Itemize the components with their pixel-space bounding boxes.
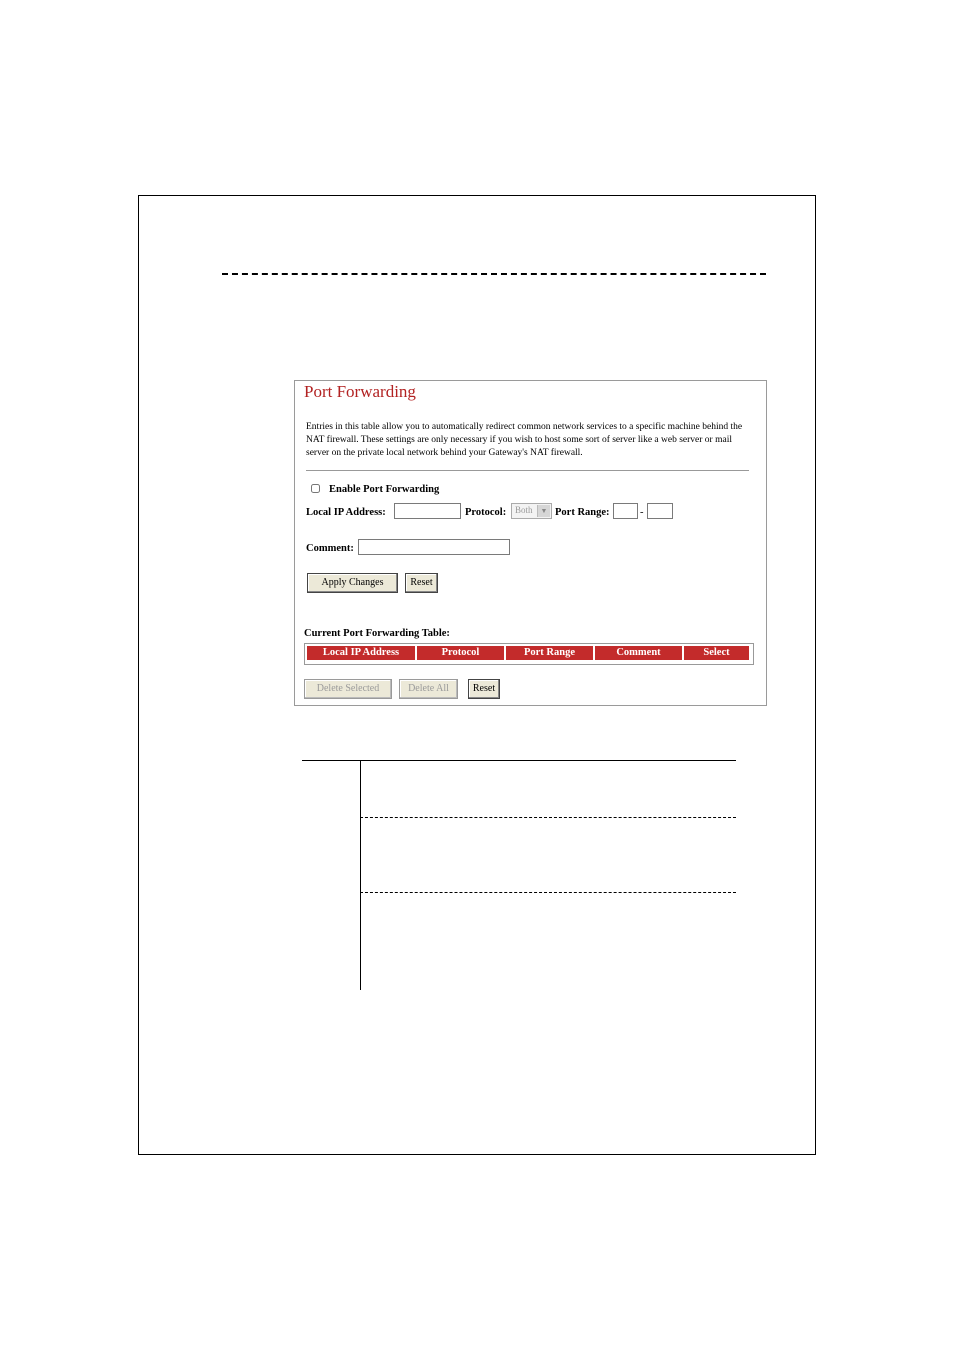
table-reset-button[interactable]: Reset <box>468 679 500 699</box>
port-forwarding-table <box>304 643 754 665</box>
column-header-protocol: Protocol <box>417 646 504 660</box>
page-description: Entries in this table allow you to automatically redirect common network services to a specific machine behind the NAT firewall. These settings are only necessary if you wish to host some sort of server like a web server or mail server on the private local network behind your Gateway's NAT firewall. <box>306 422 743 458</box>
protocol-selected-value: Both <box>515 505 533 515</box>
port-range-separator: - <box>640 507 644 518</box>
enable-port-forwarding-checkbox[interactable] <box>311 484 320 493</box>
lower-table-column-rule <box>360 760 361 990</box>
apply-changes-button[interactable]: Apply Changes <box>307 573 398 593</box>
lower-table-top-rule <box>302 760 736 761</box>
form-reset-button[interactable]: Reset <box>405 573 438 593</box>
local-ip-label: Local IP Address: <box>306 507 386 518</box>
port-range-label: Port Range: <box>555 507 610 518</box>
column-header-port-range: Port Range <box>506 646 593 660</box>
divider <box>306 470 749 471</box>
delete-all-button[interactable]: Delete All <box>399 679 458 699</box>
comment-input[interactable] <box>358 539 510 555</box>
protocol-label: Protocol: <box>465 507 507 518</box>
lower-table-row-divider <box>360 892 736 893</box>
column-header-local-ip: Local IP Address <box>307 646 415 660</box>
comment-label: Comment: <box>306 543 354 554</box>
table-title: Current Port Forwarding Table: <box>304 628 450 639</box>
port-forwarding-panel <box>294 380 767 706</box>
port-from-input[interactable] <box>613 503 638 519</box>
port-to-input[interactable] <box>647 503 673 519</box>
delete-selected-button[interactable]: Delete Selected <box>304 679 392 699</box>
protocol-select[interactable] <box>511 503 552 519</box>
page-title: Port Forwarding <box>304 382 416 401</box>
enable-port-forwarding-label: Enable Port Forwarding <box>329 484 440 495</box>
column-header-comment: Comment <box>595 646 682 660</box>
column-header-select: Select <box>684 646 749 660</box>
lower-table-row-divider <box>360 817 736 818</box>
dashed-separator <box>222 273 766 275</box>
local-ip-input[interactable] <box>394 503 461 519</box>
chevron-down-icon: ▼ <box>537 505 550 517</box>
